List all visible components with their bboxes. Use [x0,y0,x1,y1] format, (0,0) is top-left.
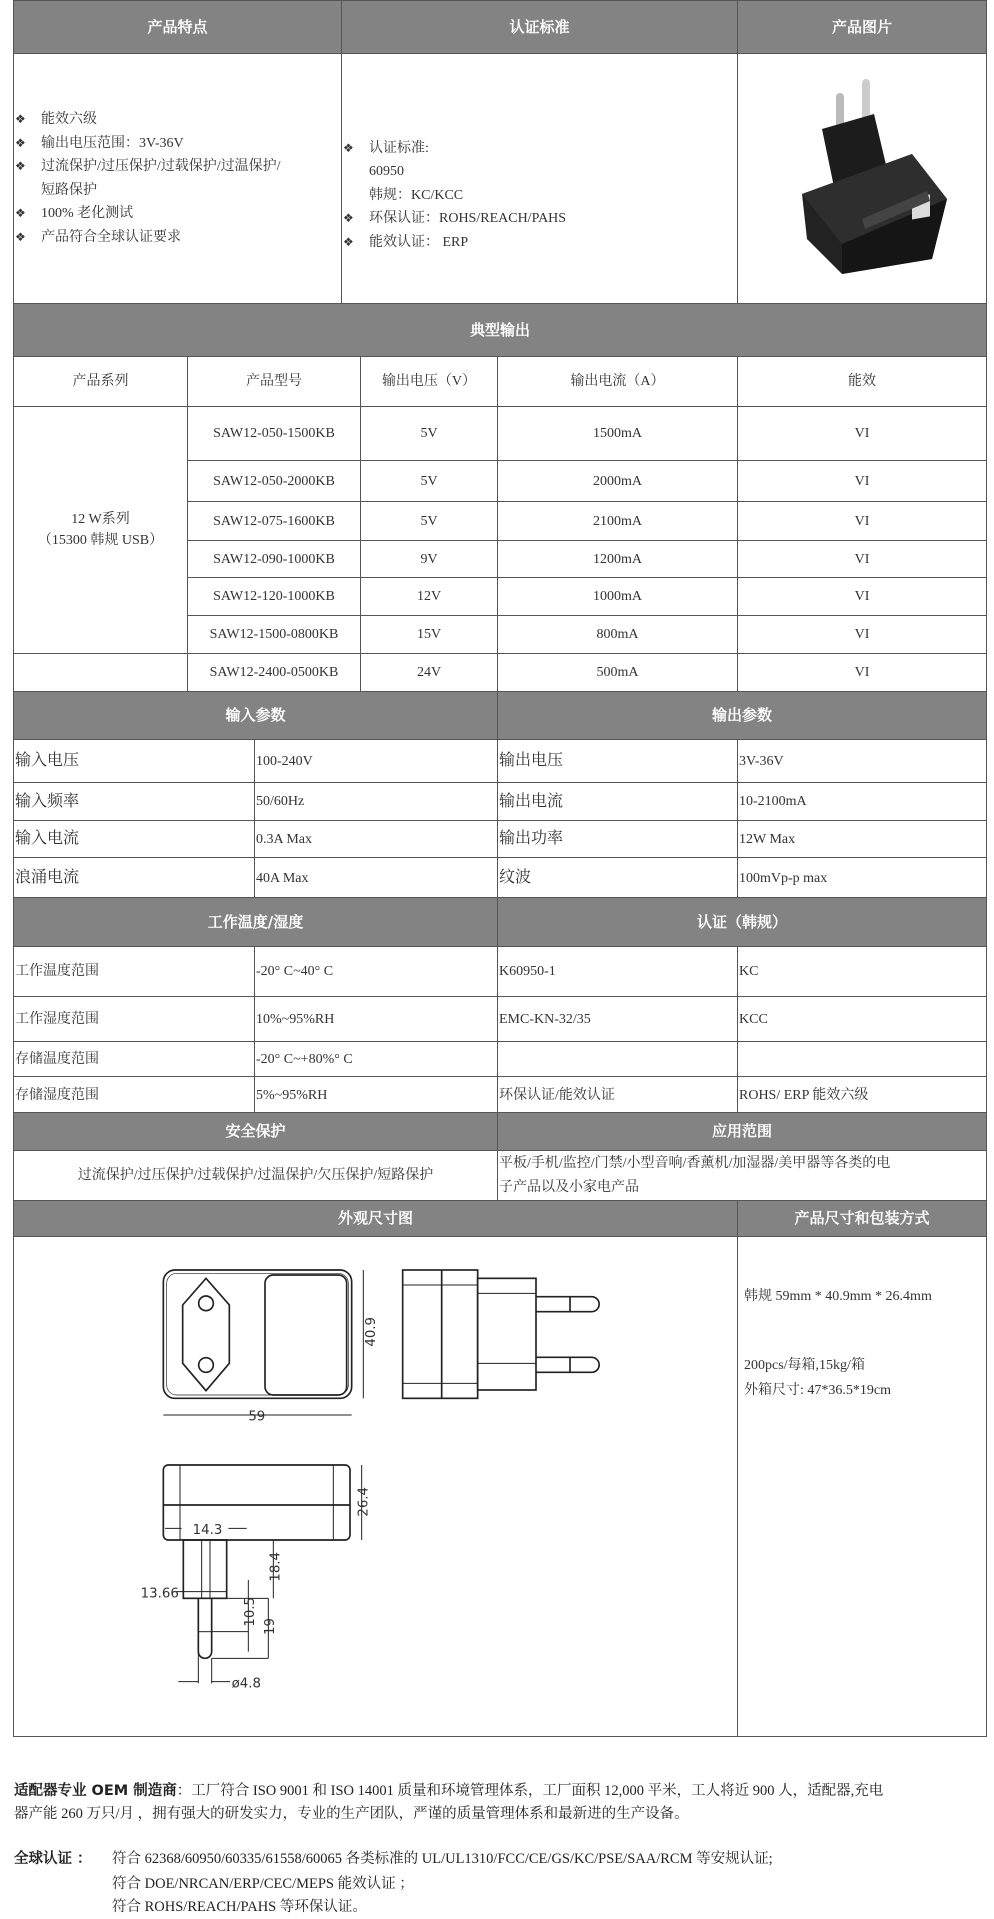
table-cell: SAW12-120-1000KB [187,577,361,616]
table-cell: VI [737,653,987,692]
table-cell: 5V [360,460,498,502]
table-cell: 2000mA [497,460,738,502]
dim-width: 59 [248,1409,266,1425]
feature-item: ❖ 输出电压范围：3V-36V [15,132,281,156]
typical-output-title: 典型输出 [13,303,987,357]
env-label [497,1041,738,1077]
table-cell: 5V [360,501,498,541]
table-cell: SAW12-075-1600KB [187,501,361,541]
header-certs: 认证标准 [341,0,738,54]
env-label: EMC-KN-32/35 [497,996,738,1042]
table-cell: 24V [360,653,498,692]
diamond-bullet-icon: ❖ [343,234,354,249]
dim-pin-length: 18.4 [268,1551,284,1582]
pack-size: 韩规 59mm * 40.9mm * 26.4mm [744,1289,932,1304]
feature-item: ❖ 能效六级 [15,108,281,132]
table-cell: VI [737,615,987,654]
table-cell: 12V [360,577,498,616]
env-value: KC [737,946,987,997]
oem-line1: 适配器专业 OEM 制造商：工厂符合 ISO 9001 和 ISO 14001 质量和环境管理体系，工厂面积 12,000 平米，工人将近 900 人，适配器,充电 [14,1783,884,1799]
env-value: ROHS/ ERP 能效六级 [737,1076,987,1114]
table-cell: SAW12-2400-0500KB [187,653,361,692]
cert-item: ❖ 能效认证： ERP [343,231,566,255]
env-label: K60950-1 [497,946,738,997]
env-value: -20° C~+80%° C [254,1041,498,1077]
diamond-bullet-icon: ❖ [343,211,354,226]
dim-pin-spacing: 14.3 [192,1523,223,1538]
param-label: 输入电压 [13,739,255,783]
dim-height: 40.9 [364,1316,379,1347]
application-title: 应用范围 [497,1112,987,1151]
drawing-title: 外观尺寸图 [13,1200,738,1237]
param-label: 输出电压 [497,739,738,783]
env-value: KCC [737,996,987,1042]
dim-tip: 10.5 [243,1596,258,1627]
table-cell: SAW12-1500-0800KB [187,615,361,654]
table-cell: 15V [360,615,498,654]
param-label: 输入电流 [13,820,255,858]
col-header: 输出电流（A） [497,356,738,407]
photo-cell [737,53,987,304]
env-value: 5%~95%RH [254,1076,498,1114]
series-cell-empty [13,653,188,692]
col-header: 产品系列 [13,356,188,407]
env-label: 存储温度范围 [13,1041,255,1077]
pack-qty: 200pcs/每箱,15kg/箱 [744,1358,865,1373]
global-line: 符合 ROHS/REACH/PAHS 等环保认证。 [112,1899,367,1915]
header-photo: 产品图片 [737,0,987,54]
global-label: 全球认证 ： [14,1851,92,1867]
feature-item: ❖ 100% 老化测试 [15,202,281,226]
param-value: 50/60Hz [254,782,498,821]
diamond-bullet-icon: ❖ [343,140,354,155]
table-cell: SAW12-050-2000KB [187,460,361,502]
dim-diameter: ø4.8 [231,1676,262,1692]
header-features: 产品特点 [13,0,342,54]
kr-cert-title: 认证（韩规） [497,897,987,947]
cert-item: ❖ 认证标准: [343,137,566,161]
safety-title: 安全保护 [13,1112,498,1151]
param-value: 40A Max [254,857,498,899]
env-value: 10%~95%RH [254,996,498,1042]
param-value: 12W Max [737,820,987,858]
dim-total: 19 [263,1618,278,1635]
pack-cell [737,1236,987,1737]
diamond-bullet-icon: ❖ [15,135,26,150]
table-cell: VI [737,501,987,541]
table-cell: 1000mA [497,577,738,616]
cert-item: 60950 [369,164,404,180]
param-value: 3V-36V [737,739,987,783]
pack-carton: 外箱尺寸: 47*36.5*19cm [744,1383,891,1398]
param-value: 0.3A Max [254,820,498,858]
table-cell: VI [737,406,987,461]
table-cell: SAW12-090-1000KB [187,540,361,578]
input-params-title: 输入参数 [13,691,498,740]
dim-base: 13.66 [140,1586,179,1602]
table-cell: 500mA [497,653,738,692]
feature-item: 短路保护 [41,182,97,198]
env-value [737,1041,987,1077]
table-cell: 2100mA [497,501,738,541]
certs-cell [341,53,738,304]
feature-item: ❖ 过流保护/过压保护/过载保护/过温保护/ [15,155,281,179]
series-cell: 12 W系列 （15300 韩规 USB） [13,406,188,654]
global-line: 符合 62368/60950/60335/61558/60065 各类标准的 UL/UL1310/FCC/CE/GS/KC/PSE/SAA/RCM 等安规认证; [112,1851,773,1867]
table-cell: 1500mA [497,406,738,461]
adapter-photo [762,69,962,289]
features-list [15,108,281,249]
cert-item: ❖ 环保认证：ROHS/REACH/PAHS [343,207,566,231]
diamond-bullet-icon: ❖ [15,112,26,126]
param-value: 100mVp-p max [737,857,987,899]
table-cell: 9V [360,540,498,578]
safety-text: 过流保护/过压保护/过载保护/过温保护/欠压保护/短路保护 [13,1150,498,1201]
feature-item: ❖ 产品符合全球认证要求 [15,226,281,250]
env-label: 存储湿度范围 [13,1076,255,1114]
param-label: 浪涌电流 [13,857,255,899]
param-value: 100-240V [254,739,498,783]
temp-title: 工作温度/湿度 [13,897,498,947]
cert-item: 韩规：KC/KCC [369,187,464,203]
dimension-drawing [130,1230,630,1730]
col-header: 产品型号 [187,356,361,407]
param-value: 10-2100mA [737,782,987,821]
table-cell: SAW12-050-1500KB [187,406,361,461]
diamond-bullet-icon: ❖ [15,229,26,244]
col-header: 输出电压（V） [360,356,498,407]
table-cell: VI [737,460,987,502]
param-label: 输出电流 [497,782,738,821]
env-value: -20° C~40° C [254,946,498,997]
application-text: 平板/手机/监控/门禁/小型音响/香薰机/加湿器/美甲器等各类的电 子产品以及小家电产品 [497,1150,987,1201]
param-label: 纹波 [497,857,738,899]
diamond-bullet-icon: ❖ [15,159,26,173]
table-cell: 5V [360,406,498,461]
features-cell [13,53,342,304]
table-cell: VI [737,540,987,578]
certs-list [343,137,566,255]
table-cell: VI [737,577,987,616]
table-cell: 1200mA [497,540,738,578]
dim-depth: 26.4 [356,1486,372,1517]
table-cell: 800mA [497,615,738,654]
env-label: 工作温度范围 [13,946,255,997]
oem-line2: 器产能 260 万只/月 ，拥有强大的研发实力，专业的生产团队，严谨的质量管理体系和最新进的生产设备。 [14,1806,689,1822]
global-line: 符合 DOE/NRCAN/ERP/CEC/MEPS 能效认证 ； [112,1876,414,1892]
output-params-title: 输出参数 [497,691,987,740]
env-label: 环保认证/能效认证 [497,1076,738,1114]
param-label: 输入频率 [13,782,255,821]
diamond-bullet-icon: ❖ [15,206,26,220]
pack-title: 产品尺寸和包装方式 [737,1200,987,1237]
env-label: 工作湿度范围 [13,996,255,1042]
param-label: 输出功率 [497,820,738,858]
col-header: 能效 [737,356,987,407]
